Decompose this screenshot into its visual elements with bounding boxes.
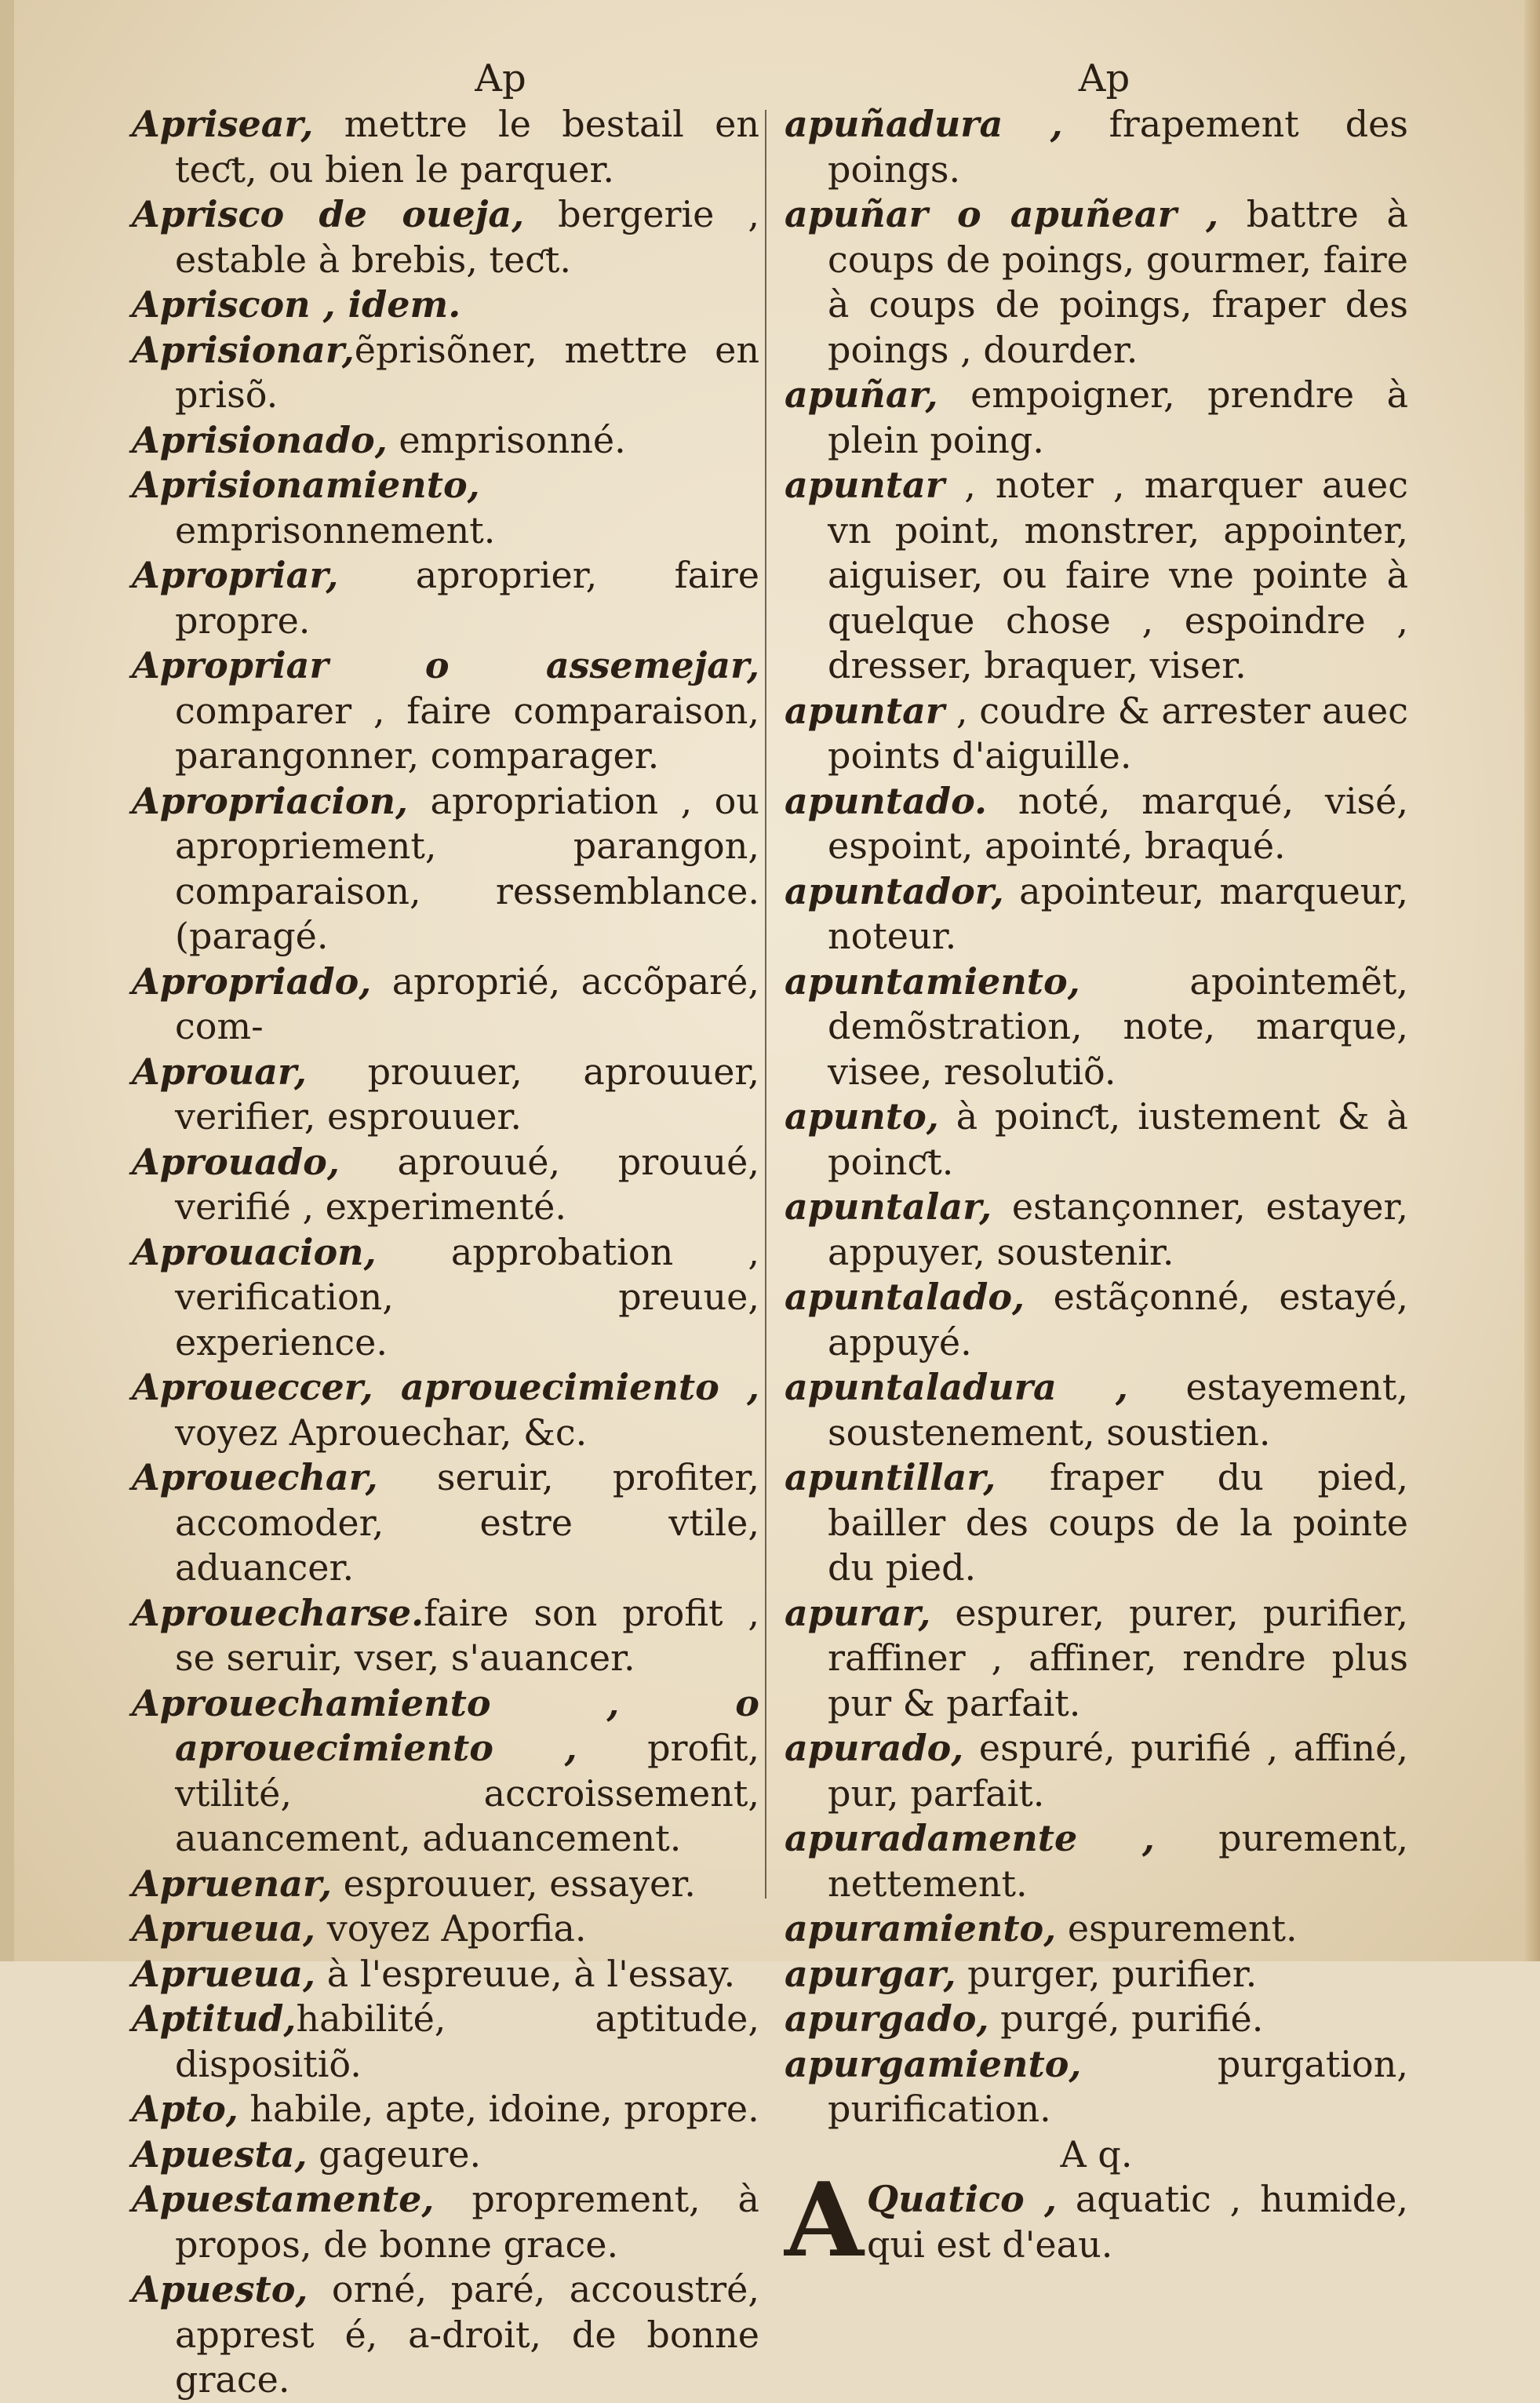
entry-headword: Apropriar, bbox=[132, 554, 339, 596]
dictionary-entry bbox=[132, 1050, 759, 1140]
entry-headword: Apuesto, bbox=[132, 2268, 308, 2310]
dictionary-entry bbox=[785, 2042, 1408, 2132]
dictionary-entry bbox=[785, 1591, 1408, 1727]
entry-headword: apuntado. bbox=[785, 779, 987, 822]
entry-definition: empoigner, prendre à plein poing. bbox=[828, 373, 1408, 461]
entry-headword: Aprisionado, bbox=[132, 418, 388, 461]
entry-headword: apuñar o apuñear , bbox=[785, 193, 1219, 235]
entry-headword: apuntillar, bbox=[785, 1456, 996, 1498]
entry-headword: apurgamiento, bbox=[785, 2042, 1082, 2085]
entry-definition: comparer , faire comparaison, parangonner, comparager. bbox=[175, 689, 759, 777]
entry-headword: apuntalado, bbox=[785, 1276, 1025, 1318]
entry-definition: habilité, aptitude, dispositiõ. bbox=[175, 1997, 759, 2085]
dictionary-entry bbox=[132, 328, 759, 418]
entry-definition: , coudre & arrester auec points d'aiguille. bbox=[828, 689, 1408, 777]
entry-headword: Quatico , bbox=[867, 2178, 1058, 2220]
entry-headword: Aprisear, bbox=[132, 103, 314, 145]
dictionary-entry bbox=[132, 959, 759, 1050]
entry-headword: apurgado, bbox=[785, 1997, 989, 2040]
entry-definition: proprement, à propos, de bonne grace. bbox=[175, 2178, 759, 2266]
dictionary-entry bbox=[785, 192, 1408, 373]
entry-headword: Aprouar, bbox=[132, 1050, 307, 1093]
dictionary-entry bbox=[785, 1275, 1408, 1365]
right-column bbox=[785, 55, 1408, 2280]
dictionary-entry-aquatico bbox=[785, 2160, 1408, 2280]
dictionary-entry bbox=[785, 102, 1408, 192]
entry-definition: estançonner, estayer, appuyer, soustenir. bbox=[828, 1185, 1408, 1273]
page-right-edge bbox=[1524, 0, 1540, 1961]
dictionary-entry bbox=[132, 463, 759, 553]
entry-headword: apurado, bbox=[785, 1727, 964, 1769]
entry-definition: profit, vtilité, accroissement, auancement, aduancement. bbox=[175, 1727, 759, 1859]
dictionary-entry bbox=[785, 1952, 1408, 1997]
entry-headword: Aprouechar, bbox=[132, 1456, 378, 1498]
dictionary-entry bbox=[132, 2132, 759, 2178]
entry-definition: ẽprisõner, mettre en prisõ. bbox=[175, 328, 759, 416]
dictionary-entry bbox=[785, 869, 1408, 959]
entry-headword: Aprueua, bbox=[132, 1952, 316, 1995]
dictionary-entry bbox=[132, 418, 759, 464]
dictionary-entry bbox=[132, 1140, 759, 1230]
dictionary-entry bbox=[132, 643, 759, 779]
entry-definition: espuré, purifié , affiné, pur, parfait. bbox=[828, 1727, 1408, 1815]
dictionary-entry bbox=[132, 1952, 759, 1997]
entry-headword: Aprouechamiento , o aprouecimiento , bbox=[132, 1681, 759, 1769]
right-entries bbox=[785, 102, 1408, 2132]
entry-definition: purgé, purifié. bbox=[988, 1997, 1264, 2040]
entry-headword: apuramiento, bbox=[785, 1907, 1057, 1950]
entry-headword: apuntalar, bbox=[785, 1185, 992, 1228]
dictionary-entry bbox=[132, 282, 759, 328]
entry-definition: orné, paré, accoustré, apprest é, a-droit, de bonne grace. bbox=[175, 2268, 759, 2401]
entry-definition: seruir, profiter, accomoder, estre vtile, aduancer. bbox=[175, 1456, 759, 1589]
dictionary-entry bbox=[132, 2267, 759, 2403]
entry-definition: emprisonné. bbox=[387, 418, 626, 461]
entry-definition: apropriation , ou apropriement, parangon, comparaison, ressemblance. (paragé. bbox=[175, 779, 759, 957]
entry-definition: espurement. bbox=[1056, 1907, 1298, 1950]
entry-headword: Apruenar, bbox=[132, 1862, 332, 1905]
entry-definition: noté, marqué, visé, espoint, apointé, braqué. bbox=[828, 779, 1408, 867]
entry-headword: apuñadura , bbox=[785, 103, 1063, 145]
entry-definition: frapement des poings. bbox=[828, 103, 1408, 191]
entry-headword: Apriscon , idem. bbox=[132, 283, 461, 326]
dictionary-entry bbox=[785, 373, 1408, 463]
entry-definition: fraper du pied, bailler des coups de la pointe du pied. bbox=[828, 1456, 1408, 1589]
dictionary-entry bbox=[132, 192, 759, 282]
dictionary-entry bbox=[132, 779, 759, 959]
dictionary-entry bbox=[785, 689, 1408, 779]
dictionary-entry bbox=[132, 1230, 759, 1366]
dictionary-entry bbox=[132, 102, 759, 192]
entry-definition: battre à coups de poings, gourmer, faire à coups de poings, fraper des poings , dourder. bbox=[828, 193, 1408, 371]
entry-headword: apuntaladura , bbox=[785, 1366, 1128, 1408]
dictionary-entry bbox=[785, 1185, 1408, 1275]
entry-definition: voyez Aporfia. bbox=[315, 1907, 587, 1950]
entry-definition: aquatic , humide, qui est d'eau. bbox=[867, 2178, 1408, 2266]
dictionary-entry bbox=[132, 1906, 759, 1952]
dictionary-entry bbox=[132, 1997, 759, 2087]
dictionary-entry bbox=[785, 1816, 1408, 1906]
entry-definition: apointemẽt, demõstration, note, marque, visee, resolutiõ. bbox=[828, 959, 1408, 1093]
entry-headword: apuñar, bbox=[785, 373, 938, 416]
dictionary-entry bbox=[132, 1365, 759, 1455]
entry-definition: aproprié, accõparé, com- bbox=[175, 959, 759, 1047]
entry-headword: Aptitud, bbox=[132, 1997, 297, 2040]
dictionary-entry bbox=[785, 1094, 1408, 1185]
entry-headword: Apropriacion, bbox=[132, 779, 409, 822]
right-running-head: Ap bbox=[1078, 56, 1130, 100]
dictionary-entry bbox=[785, 1455, 1408, 1591]
column-divider bbox=[765, 110, 766, 1899]
entry-definition: emprisonnement. bbox=[175, 508, 496, 552]
dictionary-entry bbox=[785, 1726, 1408, 1816]
entry-definition: habile, apte, idoine, propre. bbox=[238, 2088, 759, 2130]
entry-headword: Aprouacion, bbox=[132, 1230, 377, 1273]
entry-definition: esprouuer, essayer. bbox=[331, 1862, 696, 1905]
entry-headword: apuradamente , bbox=[785, 1817, 1155, 1859]
entry-headword: Apropriado, bbox=[132, 959, 372, 1003]
page-left-edge bbox=[0, 0, 14, 1961]
dictionary-entry bbox=[132, 1862, 759, 1907]
dictionary-entry bbox=[785, 463, 1408, 689]
dictionary-entry bbox=[132, 2177, 759, 2267]
entry-headword: apunto, bbox=[785, 1095, 939, 1138]
dictionary-entry bbox=[132, 1455, 759, 1591]
entry-definition: purger, purifier. bbox=[956, 1952, 1258, 1995]
entry-headword: apuntar bbox=[785, 689, 945, 732]
entry-headword: Aprueua, bbox=[132, 1907, 316, 1950]
entry-headword: Apuesta, bbox=[132, 2132, 308, 2175]
dictionary-entry bbox=[132, 1591, 759, 1681]
entry-definition: apointeur, marqueur, noteur. bbox=[828, 869, 1408, 957]
entry-definition: estãçonné, estayé, appuyé. bbox=[828, 1276, 1408, 1364]
dictionary-entry bbox=[132, 553, 759, 643]
dictionary-entry bbox=[132, 1681, 759, 1862]
entry-headword: apuntar bbox=[785, 464, 945, 506]
entry-definition: aprouué, prouué, verifié , experimenté. bbox=[175, 1140, 759, 1228]
left-running-head: Ap bbox=[475, 56, 526, 100]
entry-definition: purement, nettement. bbox=[828, 1817, 1408, 1905]
entry-headword: Apuestamente, bbox=[132, 2178, 435, 2220]
entry-definition: prouuer, aprouuer, verifier, esprouuer. bbox=[175, 1050, 759, 1138]
entry-definition: mettre le bestail en teƈt, ou bien le parquer. bbox=[175, 103, 759, 191]
entry-headword: apuntamiento, bbox=[785, 959, 1080, 1003]
drop-cap-letter: A bbox=[785, 2160, 864, 2280]
entry-definition: bergerie , estable à brebis, teƈt. bbox=[175, 193, 759, 281]
entry-headword: Apropriar o assemejar, bbox=[132, 644, 759, 686]
entry-headword: Apto, bbox=[132, 2088, 238, 2130]
entry-headword: apurgar, bbox=[785, 1952, 956, 1995]
entry-definition: à l'espreuue, à l'essay. bbox=[315, 1952, 736, 1995]
entry-headword: Aproueccer, aprouecimiento , bbox=[132, 1366, 759, 1408]
entry-definition: espurer, purer, purifier, raffiner , affiner, rendre plus pur & parfait. bbox=[828, 1591, 1408, 1724]
entry-definition: aproprier, faire propre. bbox=[175, 554, 759, 642]
dictionary-entry bbox=[785, 1997, 1408, 2042]
entry-headword: Aprisionar, bbox=[132, 328, 355, 371]
entry-definition: estayement, soustenement, soustien. bbox=[828, 1366, 1408, 1454]
entry-headword: Aprisco de oueja, bbox=[132, 193, 525, 235]
entry-headword: Aprisionamiento, bbox=[132, 464, 480, 506]
dictionary-entry bbox=[785, 779, 1408, 869]
entry-definition: gageure. bbox=[307, 2132, 482, 2175]
dictionary-entry bbox=[132, 2087, 759, 2132]
section-head-aq: A q. bbox=[1060, 2132, 1133, 2175]
left-column bbox=[132, 55, 759, 2403]
entry-definition: voyez Aprouechar, &c. bbox=[175, 1411, 588, 1454]
dictionary-entry bbox=[785, 1365, 1408, 1455]
entry-definition: , noter , marquer auec vn point, monstrer, appointer, aiguiser, ou faire vne pointe à quelque chose , espoindre , dresser, braquer, viser. bbox=[828, 464, 1408, 686]
dictionary-entry bbox=[785, 959, 1408, 1095]
entry-headword: Aprouado, bbox=[132, 1140, 340, 1183]
entry-definition: approbation , verification, preuue, experience. bbox=[175, 1230, 759, 1364]
entry-headword: apuntador, bbox=[785, 869, 1004, 912]
dictionary-entry bbox=[785, 1906, 1408, 1952]
entry-headword: apurar, bbox=[785, 1591, 931, 1634]
entry-definition: faire son profit , se seruir, vser, s'auancer. bbox=[175, 1591, 759, 1679]
entry-headword: Aprouecharse. bbox=[132, 1591, 424, 1634]
left-entries bbox=[132, 102, 759, 2403]
entry-definition: purgation, purification. bbox=[828, 2042, 1408, 2130]
entry-definition: à poinƈt, iustement & à poinƈt. bbox=[828, 1095, 1408, 1183]
